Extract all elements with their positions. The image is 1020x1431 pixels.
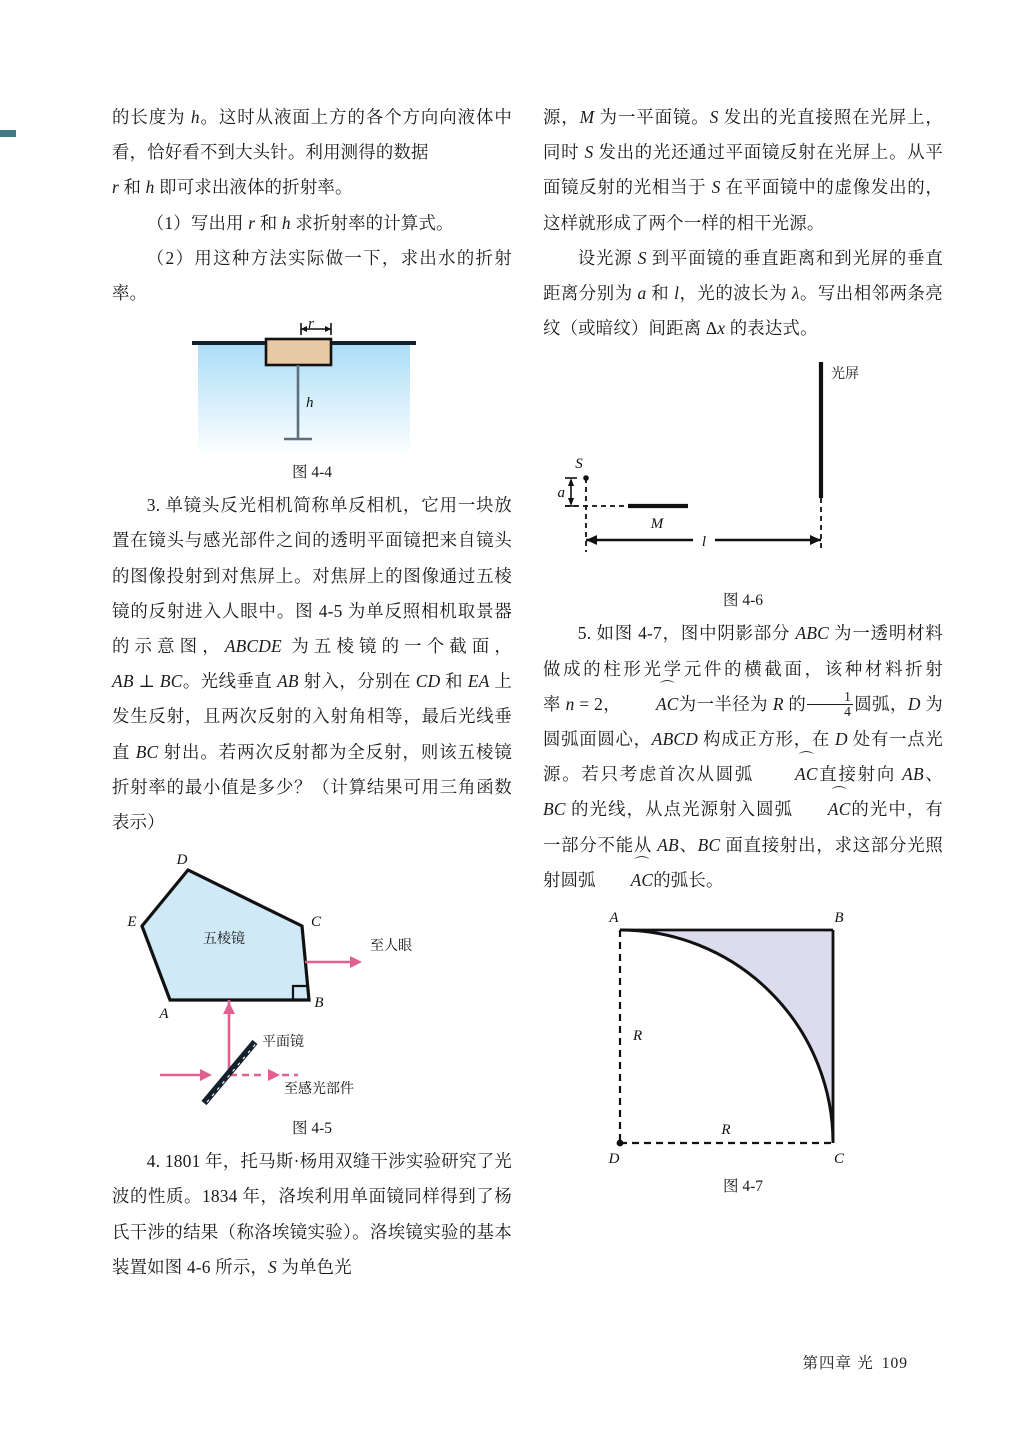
- to-sensor-label: 至感光部件: [284, 1080, 354, 1097]
- a-arrow-up-icon: [568, 478, 574, 486]
- ray-to-eye-arrow-icon: [350, 956, 362, 968]
- label-C: C: [310, 914, 322, 931]
- figure-4-5-drawing: [112, 850, 512, 1112]
- figure-4-5-caption: 图 4-5: [291, 1120, 333, 1138]
- paragraph-1: 的长度为 h。这时从液面上方的各个方向向液体中看，恰好看不到大头针。利用测得的数据 r 和 h 即可求出液体的折射率。: [112, 107, 512, 198]
- label-A: A: [159, 1006, 169, 1023]
- figure-4-7-caption: 图 4-7: [722, 1178, 764, 1196]
- label-S: S: [575, 456, 583, 473]
- paragraph-r2: 设光源 S 到平面镜的垂直距离和到光屏的垂直距离分别为 a 和 l，光的波长为 λ。写出相邻两条亮纹（或暗纹）间距离 Δx 的表达式。: [543, 247, 944, 339]
- label-r: r: [308, 321, 314, 333]
- l-arrow-right-icon: [810, 535, 821, 545]
- figure-4-4-drawing: [112, 321, 512, 456]
- plane-mirror-label: 平面镜: [262, 1033, 304, 1050]
- label-a: a: [557, 485, 565, 502]
- shaded-region-ABC: [620, 930, 833, 1143]
- paragraph-4: 3. 单镜头反光相机简称单反相机，它用一块放置在镜头与感光部件之间的透明平面镜把来自镜头的图像投射到对焦屏上。对焦屏上的图像通过五棱镜的反射进入人眼中。图 4-5 为单反照相机取景器的示意图，ABCDE 为五棱镜的一个截面，AB ⊥ BC。光线垂直 AB 射入，分别在 CD 和 EA 上发生反射，且两次反射的入射角相等，最后光线垂直 BC 射出。若两次反射都为全反射，则该五棱镜折射率的最小值是多少？（计算结果可用三角函数表示）: [112, 495, 513, 833]
- center-point-D: [617, 1140, 624, 1147]
- paragraph-r3: 5. 如图 4-7，图中阴影部分 ABC 为一透明材料做成的柱形光学元件的横截面，该种材料折射率 n = 2， ⌒ AC为一半径为 R 的 $\frac{1}{4}$ 圆弧，D 为圆弧面圆心，ABCD 构成正方形，在 D 处有一点光源。若只考虑首次从圆弧 ⌒ AC直接射向 AB、BC 的光线，从点光源射入圆弧 ⌒ AC的光中，有一部分不能从 AB、BC 面直接射出，求这部分光照射圆弧 ⌒ AC的弧长。: [543, 623, 944, 890]
- l-arrow-left-icon: [586, 535, 597, 545]
- right-column: [543, 100, 943, 1202]
- figure-4-6-drawing: [543, 356, 943, 584]
- label-A: A: [609, 910, 619, 927]
- figure-4-6: [543, 356, 943, 610]
- paragraph-2: （1）写出用 r 和 h 求折射率的计算式。: [146, 212, 454, 233]
- label-R-horizontal: R: [721, 1122, 731, 1139]
- figure-4-7: [543, 908, 943, 1196]
- left-column: [112, 100, 512, 1285]
- a-arrow-down-icon: [568, 498, 574, 506]
- to-eye-label: 至人眼: [370, 937, 412, 954]
- edge-color-mark: [0, 130, 16, 137]
- prism-name-label: 五棱镜: [203, 930, 245, 947]
- label-R-vertical: R: [633, 1028, 643, 1045]
- chapter-label: 第四章 光: [802, 1355, 874, 1372]
- figure-4-7-drawing: [543, 908, 943, 1170]
- figure-4-4-caption: 图 4-4: [291, 464, 333, 482]
- incoming-ray-arrow-icon: [200, 1069, 212, 1081]
- label-B: B: [834, 910, 844, 927]
- opaque-disk: [266, 339, 331, 365]
- label-E: E: [127, 914, 137, 931]
- figure-4-5: [112, 850, 512, 1138]
- label-D: D: [608, 1151, 620, 1168]
- figure-4-4: [112, 321, 512, 482]
- label-D: D: [176, 852, 188, 869]
- figure-4-6-caption: 图 4-6: [722, 592, 764, 610]
- paragraph-3: （2）用这种方法实际做一下，求出水的折射率。: [112, 247, 512, 304]
- r-arrow-left-icon: [301, 326, 307, 332]
- label-h: h: [306, 395, 314, 412]
- paragraph-r1: 源，M 为一平面镜。S 发出的光直接照在光屏上，同时 S 发出的光还通过平面镜反射在光屏上。从平面镜反射的光相当于 S 在平面镜中的虚像发出的，这样就形成了两个一样的相干光源。: [543, 107, 944, 233]
- page-footer: [802, 1351, 908, 1373]
- transmitted-ray-arrow-icon: [268, 1069, 280, 1081]
- screen-label: 光屏: [831, 365, 859, 382]
- label-M: M: [650, 516, 664, 533]
- r-arrow-right-icon: [325, 326, 331, 332]
- page-number: 109: [881, 1355, 908, 1372]
- paragraph-5: 4. 1801 年，托马斯·杨用双缝干涉实验研究了光波的性质。1834 年，洛埃利用单面镜同样得到了杨氏干涉的结果（称洛埃镜实验）。洛埃镜实验的基本装置如图 4-6 所示，S 为单色光: [112, 1151, 512, 1277]
- label-B: B: [314, 995, 324, 1012]
- label-l: l: [701, 534, 707, 551]
- label-C: C: [833, 1151, 845, 1168]
